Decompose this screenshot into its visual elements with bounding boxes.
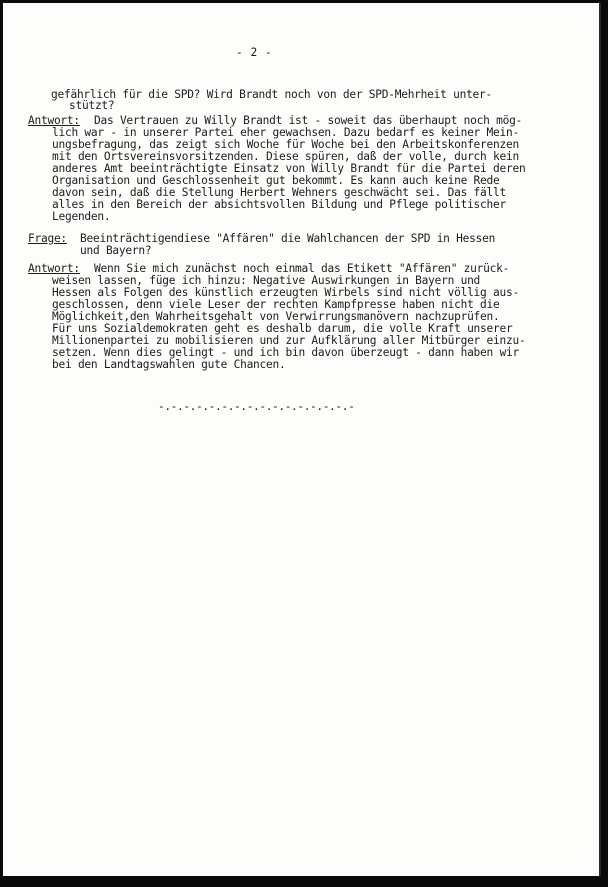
answer-1-line: ungsbefragung, das zeigt sich Woche für Woche bei den Arbeitskonferenzen: [52, 138, 519, 151]
question-line: und Bayern?: [80, 244, 152, 257]
answer-1-line: Organisation und Geschlossenheit gut bekommt. Es kann auch keine Rede: [52, 174, 500, 187]
answer-label: Antwort:: [28, 262, 80, 275]
question-label: Frage:: [28, 232, 67, 245]
answer-2-line: geschlossen, denn viele Leser der rechten Kampfpresse haben nicht die: [52, 298, 500, 311]
answer-2-line: Für uns Sozialdemokraten geht es deshalb darum, die volle Kraft unserer: [52, 322, 513, 335]
answer-1-line: Das Vertrauen zu Willy Brandt ist - soweit das überhaupt noch mög-: [94, 114, 523, 127]
end-separator: -.-.-.-.-.-.-.-.-.-.-.-.-.-.-.-: [158, 400, 355, 413]
answer-1-line: davon sein, daß die Stellung Herbert Wehners geschwächt sei. Das fällt: [52, 186, 506, 199]
answer-1-line: mit den Ortsvereinsvorsitzenden. Diese spüren, daß der volle, durch kein: [52, 150, 519, 163]
answer-1-line: anderes Amt beeinträchtigte Einsatz von Willy Brandt für die Partei deren: [52, 162, 526, 175]
answer-1-line: lich war - in unserer Partei eher gewachsen. Dazu bedarf es keiner Mein-: [52, 126, 519, 139]
answer-2-line: Möglichkeit,den Wahrheitsgehalt von Verwirrungsmanövern nachzuprüfen.: [52, 310, 500, 323]
answer-label: Antwort:: [28, 114, 80, 127]
answer-2-line: Wenn Sie mich zunächst noch einmal das Etikett "Affären" zurück-: [94, 262, 510, 275]
question-continuation-line-2: stützt?: [69, 99, 115, 112]
answer-1-line: alles in den Bereich der absichtsvollen Bildung und Pflege politischer: [52, 198, 506, 211]
answer-1-line: Legenden.: [52, 210, 111, 223]
question-line: Beeinträchtigendiese "Affären" die Wahlchancen der SPD in Hessen: [80, 232, 496, 245]
answer-2-line: weisen lassen, füge ich hinzu: Negative Auswirkungen in Bayern und: [52, 274, 481, 287]
question-continuation-line-1: gefährlich für die SPD? Wird Brandt noch von der SPD-Mehrheit unter-: [51, 88, 493, 101]
answer-2-line: bei den Landtagswahlen gute Chancen.: [52, 358, 286, 371]
answer-2-line: setzen. Wenn dies gelingt - und ich bin davon überzeugt - dann haben wir: [52, 346, 519, 359]
document-page: [3, 3, 601, 876]
answer-2-line: Hessen als Folgen des künstlich erzeugten Wirbels sind nicht völlig aus-: [52, 286, 519, 299]
page-number: - 2 -: [236, 46, 273, 59]
answer-2-line: Millionenpartei zu mobilisieren und zur Aufklärung aller Mitbürger einzu-: [52, 334, 526, 347]
